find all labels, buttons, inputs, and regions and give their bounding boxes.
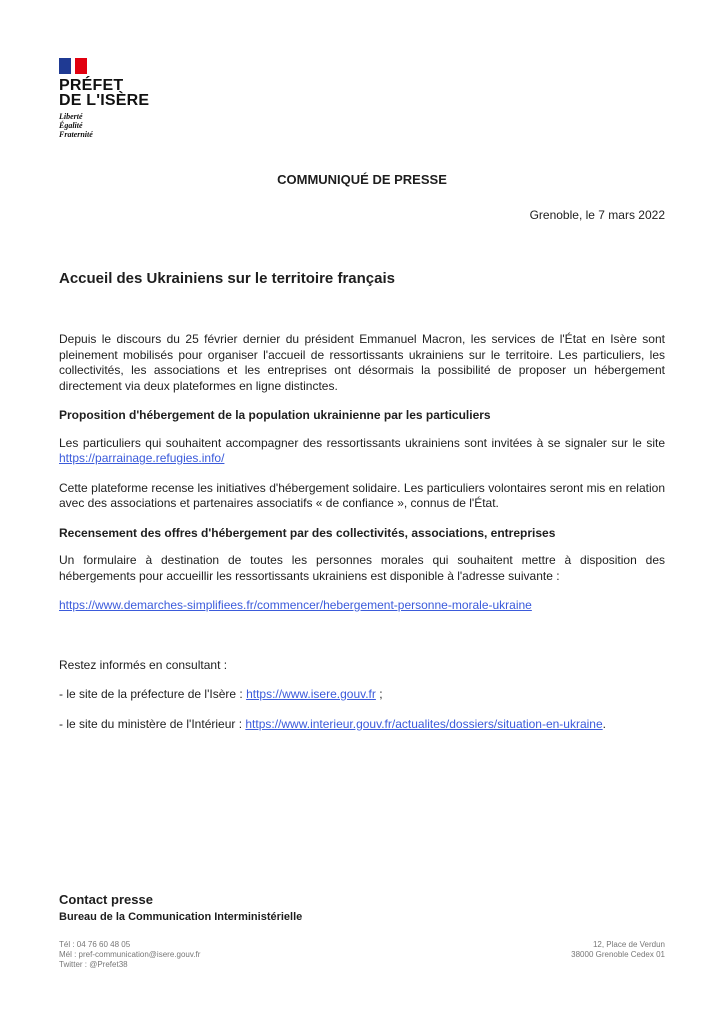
info-item1-text: - le site de la préfecture de l'Isère : — [59, 687, 247, 701]
section1-title: Proposition d'hébergement de la population ukrainienne par les particuliers — [59, 408, 491, 422]
footer-address-street: 12, Place de Verdun — [592, 940, 665, 949]
info-item-prefecture — [59, 687, 665, 703]
footer-twitter: Twitter : @Prefet38 — [59, 960, 128, 969]
motto-liberte: Liberté — [59, 112, 83, 121]
parrainage-link[interactable]: https://parrainage.refugies.info/ — [59, 451, 225, 465]
info-item2-text: - le site du ministère de l'Intérieur : — [59, 716, 246, 731]
demarches-link[interactable]: https://www.demarches-simplifiees.fr/commencer/hebergement-personne-morale-ukraine — [59, 598, 532, 612]
footer-email: Mél : pref-communication@isere.gouv.fr — [59, 950, 201, 959]
headline: Accueil des Ukrainiens sur le territoire français — [59, 270, 395, 287]
document-body — [59, 332, 665, 746]
section2-paragraph: Un formulaire à destination de toutes les personnes morales qui souhaitent mettre à disposition des hébergements pour accueillir les ressortissants ukrainiens est disponible à l'adresse suivante : — [59, 553, 665, 583]
logo-line-2: DE L'ISÈRE — [59, 92, 150, 109]
intro-paragraph: Depuis le discours du 25 février dernier du président Emmanuel Macron, les services de l'État en Isère sont pleinement mobilisés pour organiser l'accueil de ressortissants ukrainiens sur le territoire. Les particuliers, les collectivités, les associations et les entreprises ont désormais la possibilité de proposer un hébergement directement via deux plateformes en ligne distinctes. — [59, 332, 665, 393]
prefecture-logo — [59, 58, 149, 139]
info-intro: Restez informés en consultant : — [59, 657, 228, 672]
motto-fraternite: Fraternité — [59, 130, 93, 139]
document-title: COMMUNIQUÉ DE PRESSE — [277, 172, 447, 187]
section2-title: Recensement des offres d'hébergement par des collectivités, associations, entreprises — [59, 525, 556, 540]
info-item1-end: ; — [375, 687, 383, 701]
document-date: Grenoble, le 7 mars 2022 — [529, 208, 665, 222]
section2-link-paragraph — [59, 598, 665, 614]
section1-p1-text: Les particuliers qui souhaitent accompagner des ressortissants ukrainiens sont invitées à se signaler sur le site — [59, 435, 665, 450]
footer-contact-details — [59, 940, 200, 970]
section1-paragraph1 — [59, 436, 665, 467]
french-flag-icon — [59, 58, 87, 74]
motto-egalite: Égalité — [59, 121, 83, 130]
republic-motto — [59, 112, 149, 139]
footer-phone: Tél : 04 76 60 48 05 — [59, 940, 131, 949]
logo-line-1: PRÉFET — [59, 77, 124, 94]
info-item2-end: . — [602, 716, 606, 731]
contact-bureau: Bureau de la Communication Interministérielle — [59, 911, 303, 923]
isere-link[interactable]: https://www.isere.gouv.fr — [246, 687, 376, 701]
contact-heading: Contact presse — [59, 892, 153, 907]
section1-paragraph2: Cette plateforme recense les initiatives d'hébergement solidaire. Les particuliers volontaires seront mis en relation avec des associations et partenaires associatifs « de confiance », connus de l'État. — [59, 480, 665, 510]
info-item-ministere — [59, 717, 665, 733]
footer-address-city: 38000 Grenoble Cedex 01 — [571, 950, 665, 959]
interieur-link[interactable]: https://www.interieur.gouv.fr/actualites/dossiers/situation-en-ukraine — [245, 716, 603, 731]
footer-address — [571, 940, 665, 960]
contact-block — [59, 892, 302, 923]
